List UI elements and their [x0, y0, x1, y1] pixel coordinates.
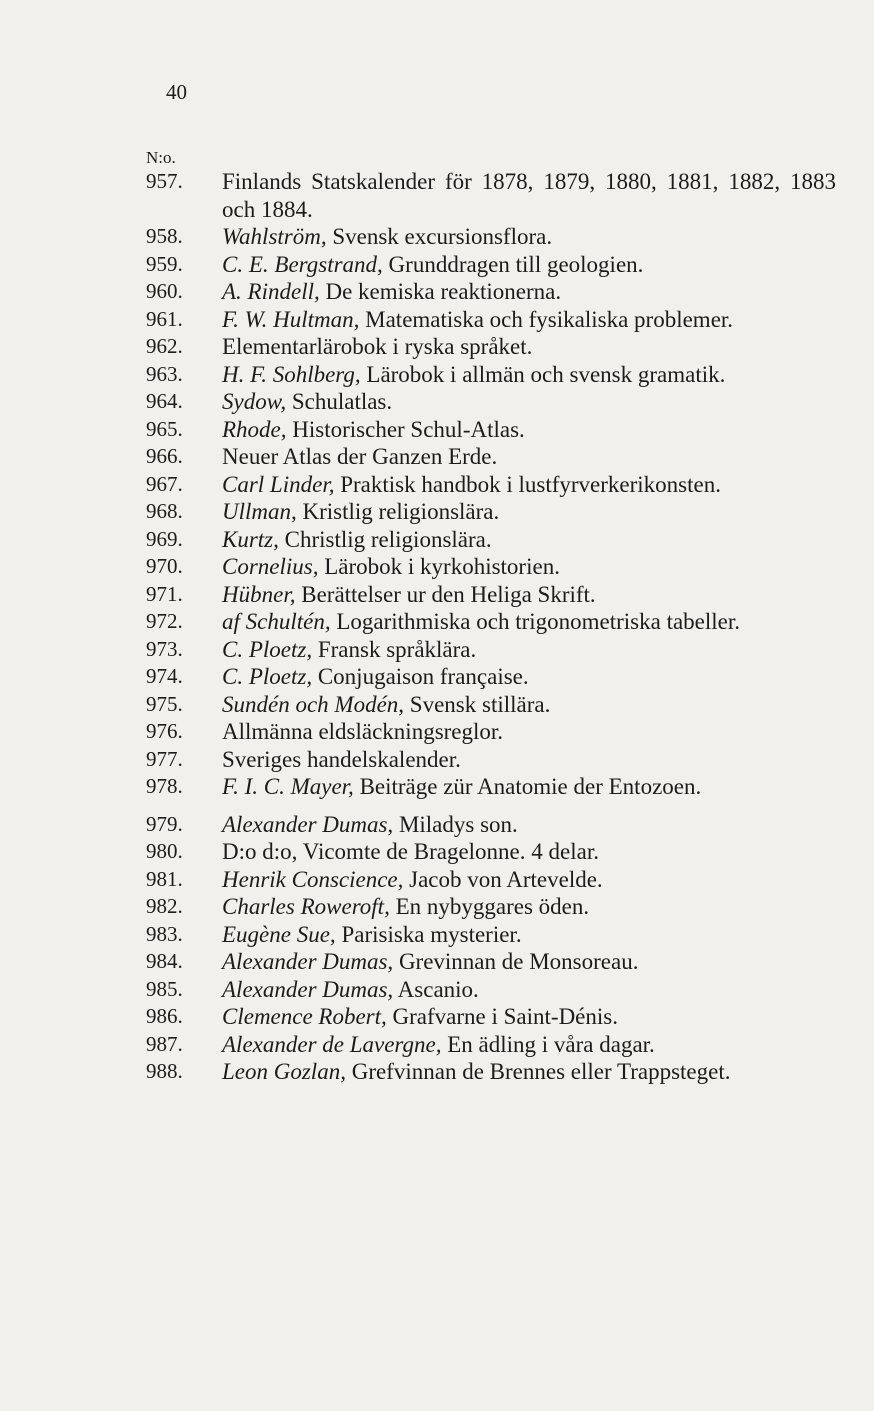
catalog-entry	[146, 581, 836, 609]
entry-text	[222, 811, 836, 839]
catalog-entry	[146, 636, 836, 664]
catalog-entry	[146, 416, 836, 444]
entry-title: Sveriges handelskalender.	[222, 746, 461, 772]
entry-title: Allmänna eldsläckningsreglor.	[222, 719, 504, 744]
entry-text	[222, 718, 836, 746]
entry-author: Charles Roweroft,	[222, 894, 390, 919]
entry-number: 966.	[146, 444, 183, 468]
entry-text	[222, 866, 836, 894]
entry-number: 985.	[146, 976, 183, 1001]
entry-text	[222, 746, 836, 774]
entry-title: Conjugaison française.	[317, 664, 529, 689]
entry-author: Kurtz,	[222, 526, 279, 552]
entry-number: 957.	[146, 169, 183, 193]
entry-author: Hübner,	[222, 581, 296, 607]
entry-title: Schulatlas.	[291, 389, 393, 414]
entry-author: H. F. Sohlberg,	[222, 361, 361, 387]
catalog-entry	[146, 608, 836, 636]
entry-number: 982.	[146, 894, 183, 918]
entry-author: Wahlström,	[222, 224, 327, 249]
entry-number: 973.	[146, 636, 183, 661]
catalog-entry	[146, 976, 836, 1004]
entry-number: 971.	[146, 581, 183, 606]
catalog-entry	[146, 361, 836, 389]
entry-author: af Schultén,	[222, 609, 331, 634]
entry-number: 975.	[146, 691, 183, 716]
entry-text	[222, 526, 836, 554]
entry-title: Beiträge zür Anatomie der Entozoen.	[359, 774, 702, 799]
entry-text	[222, 663, 836, 691]
entry-text	[222, 838, 836, 866]
entry-title: Svensk stillära.	[409, 691, 551, 717]
entry-text	[222, 471, 836, 499]
entry-number: 959.	[146, 251, 183, 276]
entry-author: C. Ploetz,	[222, 636, 313, 662]
entry-title: Ascanio.	[397, 976, 479, 1002]
catalog-entry	[146, 443, 836, 471]
entry-title: Matematiska och fysikaliska problemer.	[365, 306, 734, 332]
entry-number: 963.	[146, 361, 183, 386]
entry-title: Praktisk handbok i lustfyrverkerikonsten.	[340, 471, 721, 497]
catalog-entry	[146, 498, 836, 526]
catalog-entry	[146, 838, 836, 866]
entry-title: Historischer Schul-Atlas.	[292, 416, 525, 442]
entry-number: 958.	[146, 224, 183, 248]
entry-author: Sundén och Modén,	[222, 691, 405, 717]
entry-title: Logarithmiska och trigonometriska tabeller.	[336, 609, 741, 634]
catalog-entry	[146, 893, 836, 921]
entry-text	[222, 1031, 836, 1059]
page-number: 40	[166, 80, 187, 104]
entry-number: 977.	[146, 746, 183, 771]
entry-number: 965.	[146, 416, 183, 441]
entry-author: C. Ploetz,	[222, 664, 313, 689]
entry-title: Christlig religionslära.	[284, 526, 492, 552]
entry-author: A. Rindell,	[222, 279, 320, 304]
catalog-entry	[146, 278, 836, 306]
entry-title: Grafvarne i Saint-Dénis.	[392, 1004, 618, 1029]
entry-number: 976.	[146, 719, 183, 743]
catalog-entry	[146, 1031, 836, 1059]
entry-title: Fransk språklära.	[317, 636, 477, 662]
entry-number: 962.	[146, 334, 183, 358]
entry-title: Miladys son.	[398, 811, 518, 837]
catalog-entry	[146, 746, 836, 774]
entry-text	[222, 278, 836, 306]
entry-title: Lärobok i kyrkohistorien.	[324, 554, 560, 579]
catalog-entry	[146, 773, 836, 801]
entry-number: 969.	[146, 526, 183, 551]
entry-number: 964.	[146, 389, 183, 413]
entry-title: En ädling i våra dagar.	[447, 1031, 655, 1057]
entry-number: 968.	[146, 499, 183, 523]
entry-title: Lärobok i allmän och svensk gramatik.	[366, 361, 726, 387]
catalog-entry	[146, 168, 836, 223]
entry-text	[222, 553, 836, 581]
entry-author: Alexander de Lavergne,	[222, 1031, 442, 1057]
catalog-entry	[146, 388, 836, 416]
entry-text	[222, 388, 836, 416]
entry-author: Clemence Robert,	[222, 1004, 387, 1029]
entry-number: 978.	[146, 774, 183, 798]
entry-text	[222, 1003, 836, 1031]
entry-author: Alexander Dumas,	[222, 811, 394, 837]
entry-text	[222, 921, 836, 949]
entry-author: Alexander Dumas,	[222, 976, 394, 1002]
entry-author: F. I. C. Mayer,	[222, 774, 354, 799]
catalog-entry	[146, 471, 836, 499]
entry-text	[222, 416, 836, 444]
entry-text	[222, 581, 836, 609]
entry-title: Grefvinnan de Brennes eller Trappsteget.	[351, 1059, 731, 1084]
entry-author: Alexander Dumas,	[222, 949, 394, 974]
entry-title: Grunddragen till geologien.	[388, 251, 644, 277]
catalog-entry	[146, 663, 836, 691]
entry-title: Jacob von Artevelde.	[409, 866, 603, 892]
entry-author: Carl Linder,	[222, 471, 335, 497]
entry-number: 960.	[146, 279, 183, 303]
entry-author: C. E. Bergstrand,	[222, 251, 383, 277]
catalog-entry	[146, 223, 836, 251]
entry-text	[222, 306, 836, 334]
entry-number: 974.	[146, 664, 183, 688]
entry-title: Neuer Atlas der Ganzen Erde.	[222, 444, 498, 469]
entry-number: 988.	[146, 1059, 183, 1083]
catalog-entry	[146, 526, 836, 554]
catalog-entry	[146, 1058, 836, 1086]
entry-text	[222, 636, 836, 664]
catalog-entry	[146, 866, 836, 894]
entry-text	[222, 1058, 836, 1086]
entry-title: De kemiska reaktionerna.	[325, 279, 562, 304]
entry-author: Sydow,	[222, 389, 287, 414]
entry-number: 986.	[146, 1004, 183, 1028]
entry-text	[222, 893, 836, 921]
entry-number: 984.	[146, 949, 183, 973]
catalog-entry	[146, 306, 836, 334]
entry-text	[222, 498, 836, 526]
entry-number: 967.	[146, 471, 183, 496]
entry-title: Berättelser ur den Heliga Skrift.	[301, 581, 596, 607]
catalog-entry	[146, 811, 836, 839]
entry-text	[222, 361, 836, 389]
entry-title: En nybyggares öden.	[395, 894, 590, 919]
entry-author: Eugène Sue,	[222, 921, 336, 947]
entry-number: 987.	[146, 1031, 183, 1056]
entry-text	[222, 443, 836, 471]
entry-title: Finlands Statskalender för 1878, 1879, 1880, 1881, 1882, 1883 och 1884.	[222, 169, 836, 222]
entry-title: Elementarlärobok i ryska språket.	[222, 334, 533, 359]
catalog-entry	[146, 921, 836, 949]
entry-title: Svensk excursionsflora.	[332, 224, 553, 249]
entry-number: 972.	[146, 609, 183, 633]
catalog-entry	[146, 691, 836, 719]
catalog-entry	[146, 948, 836, 976]
entry-author: Rhode,	[222, 416, 287, 442]
entry-title: D:o d:o, Vicomte de Bragelonne. 4 delar.	[222, 839, 599, 864]
entry-author: F. W. Hultman,	[222, 306, 360, 332]
entry-number: 983.	[146, 921, 183, 946]
catalog-entry	[146, 553, 836, 581]
catalog-entry	[146, 718, 836, 746]
entry-title: Grevinnan de Monsoreau.	[398, 949, 639, 974]
entry-number: 980.	[146, 839, 183, 863]
entry-author: Cornelius,	[222, 554, 319, 579]
catalog-list	[146, 168, 836, 1086]
entry-author: Leon Gozlan,	[222, 1059, 346, 1084]
entry-text	[222, 948, 836, 976]
entry-title: Parisiska mysterier.	[341, 921, 522, 947]
entry-text	[222, 333, 836, 361]
entry-text	[222, 773, 836, 801]
entry-number: 979.	[146, 811, 183, 836]
entry-text	[222, 251, 836, 279]
column-header: N:o.	[146, 148, 176, 167]
entry-author: Ullman,	[222, 499, 297, 524]
catalog-entry	[146, 251, 836, 279]
entry-text	[222, 168, 836, 223]
entry-title: Kristlig religionslära.	[302, 499, 500, 524]
catalog-entry	[146, 333, 836, 361]
entry-text	[222, 608, 836, 636]
entry-author: Henrik Conscience,	[222, 866, 404, 892]
entry-number: 961.	[146, 306, 183, 331]
entry-number: 981.	[146, 866, 183, 891]
catalog-entry	[146, 1003, 836, 1031]
entry-text	[222, 691, 836, 719]
entry-number: 970.	[146, 554, 183, 578]
entry-text	[222, 223, 836, 251]
entry-text	[222, 976, 836, 1004]
